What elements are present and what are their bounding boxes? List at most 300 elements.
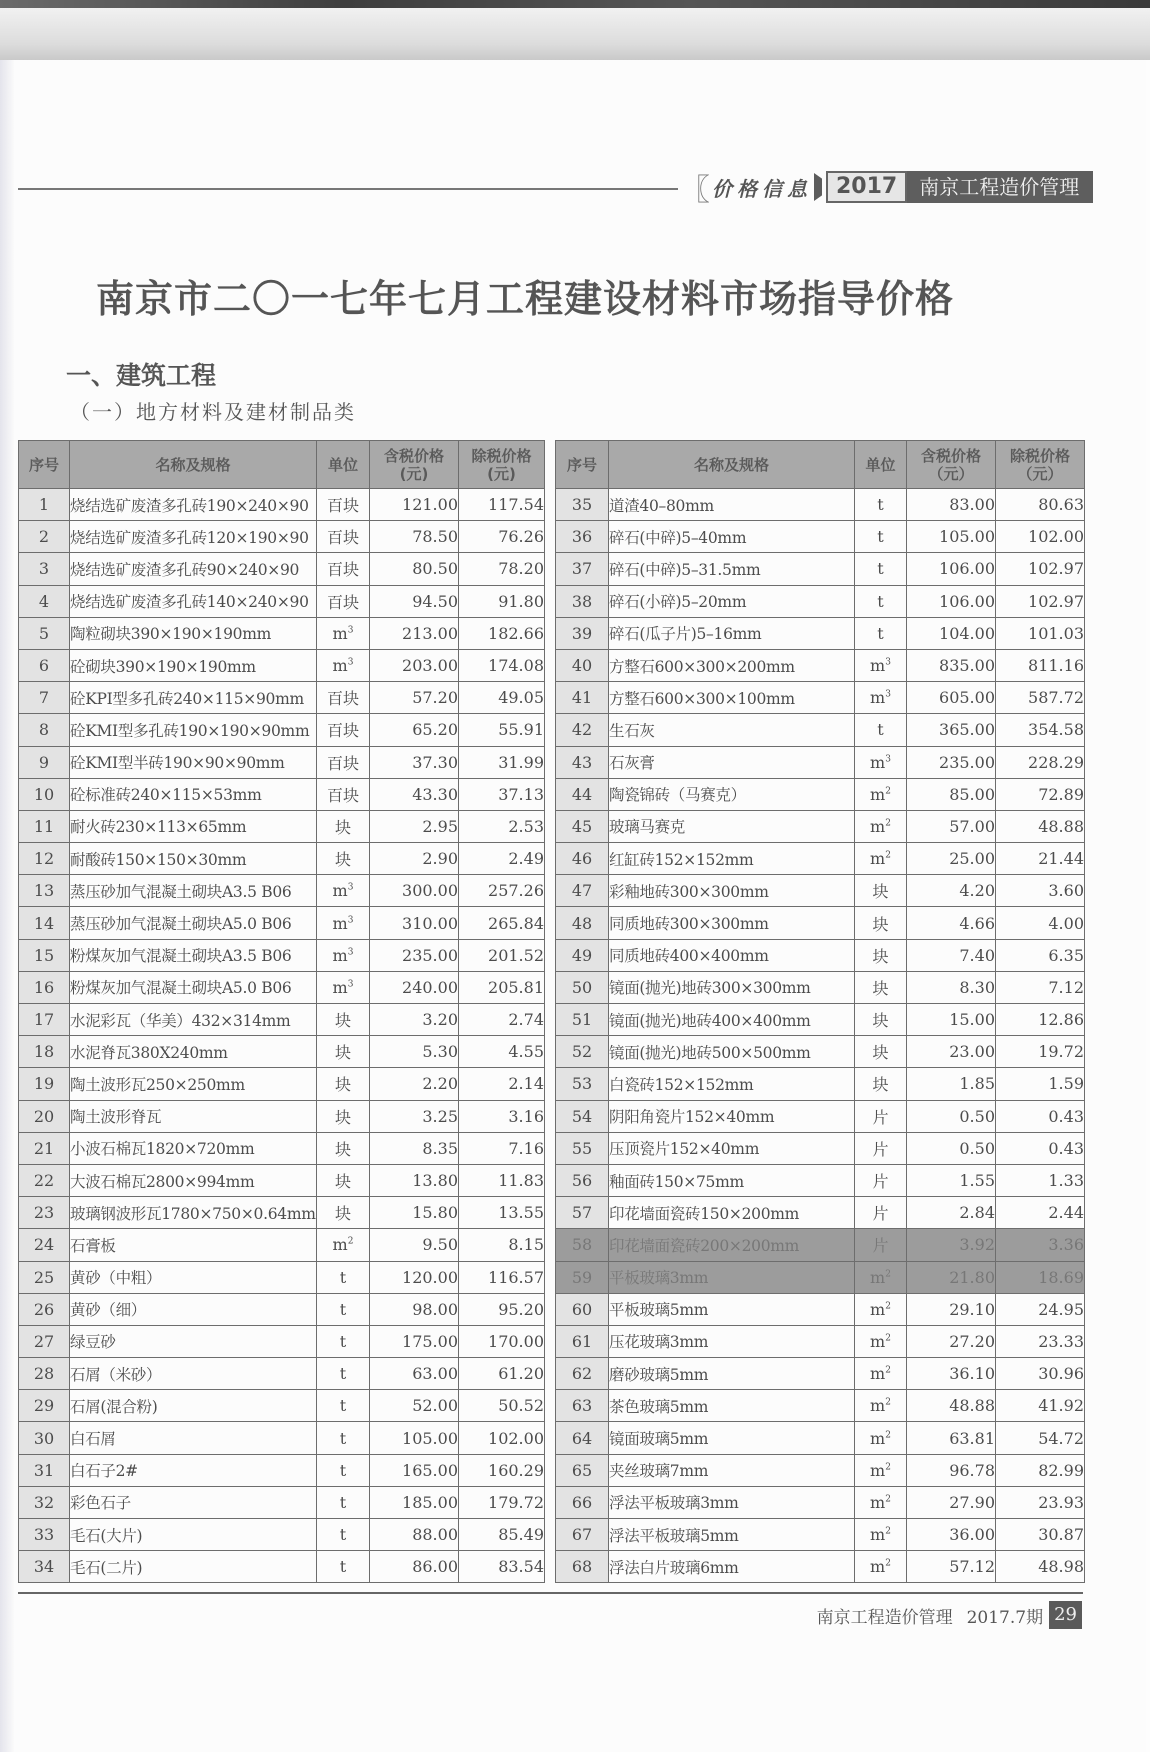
cell-seq: 6 (19, 649, 70, 681)
table-row (19, 489, 545, 521)
cell-unit (317, 682, 370, 714)
unit-text: 块 (334, 1172, 351, 1192)
cell-price-notax: 4.00 (996, 907, 1085, 939)
table-row (556, 1164, 1085, 1196)
cell-price-tax: 605.00 (907, 682, 996, 714)
cell-price-tax: 120.00 (370, 1261, 459, 1293)
cell-unit (855, 1132, 907, 1164)
footer-rule (18, 1592, 1083, 1594)
cell-unit (855, 1100, 907, 1132)
cell-price-tax: 105.00 (370, 1422, 459, 1454)
table-row (19, 778, 545, 810)
cell-price-notax: 2.14 (459, 1068, 545, 1100)
cell-price-tax: 15.80 (370, 1197, 459, 1229)
cell-name: 彩色石子 (70, 1486, 317, 1518)
cell-unit (855, 1551, 907, 1583)
table-row (19, 682, 545, 714)
cell-unit (317, 1454, 370, 1486)
col-header-price-tax: 含税价格 （元） (907, 441, 996, 489)
table-row (556, 810, 1085, 842)
cell-unit (317, 553, 370, 585)
cell-unit (317, 1261, 370, 1293)
cell-name: 白石子2# (70, 1454, 317, 1486)
cell-seq: 15 (19, 939, 70, 971)
cell-price-tax: 52.00 (370, 1390, 459, 1422)
cell-name: 压顶瓷片152×40mm (609, 1132, 855, 1164)
price-table-left (18, 440, 545, 1583)
cell-price-notax: 2.53 (459, 810, 545, 842)
table-row (556, 778, 1085, 810)
cell-price-tax: 3.20 (370, 1004, 459, 1036)
table-row (556, 1486, 1085, 1518)
cell-price-notax: 102.00 (996, 521, 1085, 553)
table-row (556, 1004, 1085, 1036)
unit-exponent: 2 (885, 1269, 891, 1280)
unit-text: m (870, 1557, 886, 1577)
cell-name: 绿豆砂 (70, 1325, 317, 1357)
unit-text: t (339, 1267, 347, 1287)
unit-text: 百块 (326, 753, 359, 773)
section-title: 一、建筑工程 (66, 361, 217, 390)
cell-name: 石屑（米砂） (70, 1358, 317, 1390)
cell-price-notax: 160.29 (459, 1454, 545, 1486)
table-row (556, 617, 1085, 649)
unit-text: 块 (872, 1075, 889, 1095)
cell-unit (317, 1358, 370, 1390)
cell-unit (317, 714, 370, 746)
cell-price-notax: 182.66 (459, 617, 545, 649)
cell-price-tax: 240.00 (370, 971, 459, 1003)
scan-edge-left (0, 60, 14, 1752)
unit-text: m (332, 945, 348, 965)
unit-text: t (339, 1460, 347, 1480)
cell-seq: 56 (556, 1164, 609, 1196)
cell-price-notax: 49.05 (459, 682, 545, 714)
cell-name: 同质地砖300×300mm (609, 907, 855, 939)
table-row (556, 682, 1085, 714)
cell-seq: 40 (556, 649, 609, 681)
table-row (19, 1551, 545, 1583)
unit-text: 块 (872, 978, 889, 998)
cell-name: 砼砌块390×190×190mm (70, 649, 317, 681)
cell-name: 镜面(抛光)地砖400×400mm (609, 1004, 855, 1036)
cell-unit (317, 746, 370, 778)
cell-price-tax: 185.00 (370, 1486, 459, 1518)
table-row (556, 1454, 1085, 1486)
unit-text: m (332, 623, 348, 643)
col-header-seq: 序号 (19, 441, 70, 489)
cell-price-tax: 57.12 (907, 1551, 996, 1583)
cell-seq: 13 (19, 875, 70, 907)
cell-name: 粉煤灰加气混凝土砌块A3.5 B06 (70, 939, 317, 971)
cell-seq: 5 (19, 617, 70, 649)
table-row (19, 810, 545, 842)
cell-name: 碎石(瓜子片)5–16mm (609, 617, 855, 649)
cell-price-notax: 354.58 (996, 714, 1085, 746)
cell-name: 生石灰 (609, 714, 855, 746)
cell-seq: 41 (556, 682, 609, 714)
cell-price-notax: 174.08 (459, 649, 545, 681)
cell-price-notax: 8.15 (459, 1229, 545, 1261)
cell-price-notax: 102.97 (996, 553, 1085, 585)
unit-text: 块 (334, 1139, 351, 1159)
cell-seq: 19 (19, 1068, 70, 1100)
cell-name: 玻璃钢波形瓦1780×750×0.64mm (70, 1197, 317, 1229)
cell-seq: 37 (556, 553, 609, 585)
cell-price-tax: 98.00 (370, 1293, 459, 1325)
cell-unit (855, 971, 907, 1003)
cell-name: 石膏板 (70, 1229, 317, 1261)
cell-name: 压花玻璃3mm (609, 1325, 855, 1357)
cell-name: 印花墙面瓷砖200×200mm (609, 1229, 855, 1261)
unit-text: m (870, 752, 886, 772)
unit-text: m (870, 688, 886, 708)
unit-text: 百块 (326, 560, 359, 580)
cell-seq: 67 (556, 1519, 609, 1551)
cell-price-notax: 102.00 (459, 1422, 545, 1454)
cell-unit (855, 585, 907, 617)
unit-text: 块 (872, 882, 889, 902)
unit-text: m (332, 913, 348, 933)
table-row (19, 971, 545, 1003)
unit-text: t (339, 1299, 347, 1319)
cell-price-notax: 265.84 (459, 907, 545, 939)
cell-unit (317, 907, 370, 939)
cell-name: 夹丝玻璃7mm (609, 1454, 855, 1486)
unit-text: 百块 (326, 592, 359, 612)
cell-price-notax: 116.57 (459, 1261, 545, 1293)
cell-price-notax: 6.35 (996, 939, 1085, 971)
cell-seq: 34 (19, 1551, 70, 1583)
table-row (556, 553, 1085, 585)
cell-name: 烧结选矿废渣多孔砖190×240×90 (70, 489, 317, 521)
cell-price-tax: 175.00 (370, 1325, 459, 1357)
unit-text: m (870, 784, 886, 804)
cell-price-notax: 3.16 (459, 1100, 545, 1132)
table-row (556, 1100, 1085, 1132)
cell-seq: 17 (19, 1004, 70, 1036)
unit-exponent: 3 (347, 625, 354, 636)
table-row (19, 714, 545, 746)
unit-text: t (877, 559, 884, 579)
cell-seq: 65 (556, 1454, 609, 1486)
table-row (19, 1519, 545, 1551)
col-header-name: 名称及规格 (70, 441, 317, 489)
cell-unit (317, 939, 370, 971)
cell-name: 阴阳角瓷片152×40mm (609, 1100, 855, 1132)
cell-price-notax: 0.43 (996, 1100, 1085, 1132)
cell-seq: 47 (556, 875, 609, 907)
unit-text: 块 (334, 1043, 351, 1063)
cell-price-notax: 205.81 (459, 971, 545, 1003)
cell-name: 黄砂（细） (70, 1293, 317, 1325)
cell-unit (317, 971, 370, 1003)
cell-seq: 10 (19, 778, 70, 810)
table-row (19, 1164, 545, 1196)
cell-price-tax: 13.80 (370, 1164, 459, 1196)
cell-unit (317, 489, 370, 521)
cell-price-notax: 811.16 (996, 649, 1085, 681)
cell-price-tax: 36.10 (907, 1358, 996, 1390)
cell-price-notax: 4.55 (459, 1036, 545, 1068)
col-header-price-notax: 除税价格 (元) (459, 441, 545, 489)
cell-price-notax: 101.03 (996, 617, 1085, 649)
cell-seq: 7 (19, 682, 70, 714)
header-year: 2017 (826, 171, 907, 203)
unit-text: t (339, 1525, 347, 1545)
unit-text: m (870, 1331, 886, 1351)
unit-text: t (339, 1492, 347, 1512)
cell-name: 平板玻璃5mm (609, 1293, 855, 1325)
unit-exponent: 2 (885, 1558, 891, 1569)
cell-price-tax: 165.00 (370, 1454, 459, 1486)
cell-name: 砼标准砖240×115×53mm (70, 778, 317, 810)
cell-seq: 3 (19, 553, 70, 585)
cell-price-notax: 117.54 (459, 489, 545, 521)
unit-text: 片 (872, 1204, 889, 1224)
unit-text: 块 (872, 946, 889, 966)
table-row (556, 1390, 1085, 1422)
cell-price-notax: 30.96 (996, 1358, 1085, 1390)
cell-price-notax: 83.54 (459, 1551, 545, 1583)
cell-name: 耐火砖230×113×65mm (70, 810, 317, 842)
unit-text: t (339, 1396, 347, 1416)
cell-seq: 21 (19, 1132, 70, 1164)
page-footer (817, 1601, 1082, 1629)
cell-name: 烧结选矿废渣多孔砖140×240×90 (70, 585, 317, 617)
table-row (556, 714, 1085, 746)
cell-seq: 18 (19, 1036, 70, 1068)
cell-name: 烧结选矿废渣多孔砖120×190×90 (70, 521, 317, 553)
cell-price-notax: 24.95 (996, 1293, 1085, 1325)
cell-price-notax: 1.33 (996, 1164, 1085, 1196)
cell-price-notax: 21.44 (996, 843, 1085, 875)
cell-price-tax: 0.50 (907, 1100, 996, 1132)
cell-seq: 4 (19, 585, 70, 617)
cell-price-notax: 85.49 (459, 1519, 545, 1551)
cell-seq: 64 (556, 1422, 609, 1454)
table-row (556, 649, 1085, 681)
unit-exponent: 2 (885, 1301, 891, 1312)
column-tag: 价格信息 (712, 176, 812, 201)
cell-name: 毛石(大片) (70, 1519, 317, 1551)
cell-price-tax: 235.00 (370, 939, 459, 971)
cell-price-tax: 25.00 (907, 843, 996, 875)
cell-name: 玻璃马赛克 (609, 810, 855, 842)
cell-unit (317, 1519, 370, 1551)
cell-name: 大波石棉瓦2800×994mm (70, 1164, 317, 1196)
unit-text: t (339, 1557, 347, 1577)
cell-unit (317, 1390, 370, 1422)
cell-price-notax: 2.74 (459, 1004, 545, 1036)
subsection-title: （一）地方材料及建材制品类 (70, 400, 356, 424)
cell-seq: 26 (19, 1293, 70, 1325)
cell-seq: 1 (19, 489, 70, 521)
table-row (556, 585, 1085, 617)
table-row (19, 1068, 545, 1100)
cell-price-tax: 213.00 (370, 617, 459, 649)
col-header-price-tax: 含税价格 (元) (370, 441, 459, 489)
cell-name: 毛石(二片) (70, 1551, 317, 1583)
cell-seq: 58 (556, 1229, 609, 1261)
cell-unit (855, 1325, 907, 1357)
cell-price-notax: 3.60 (996, 875, 1085, 907)
cell-unit (855, 1004, 907, 1036)
cell-name: 浮法平板玻璃5mm (609, 1519, 855, 1551)
price-table-right (555, 440, 1085, 1583)
col-header-seq: 序号 (556, 441, 609, 489)
table-row (19, 521, 545, 553)
unit-exponent: 3 (347, 883, 354, 894)
cell-unit (317, 1132, 370, 1164)
cell-name: 砼KPI型多孔砖240×115×90mm (70, 682, 317, 714)
unit-text: m (870, 1492, 886, 1512)
table-row (556, 1358, 1085, 1390)
cell-seq: 38 (556, 585, 609, 617)
cell-price-tax: 106.00 (907, 553, 996, 585)
cell-name: 彩釉地砖300×300mm (609, 875, 855, 907)
unit-exponent: 3 (347, 947, 354, 958)
cell-price-notax: 95.20 (459, 1293, 545, 1325)
unit-text: 百块 (326, 721, 359, 741)
unit-text: 百块 (326, 496, 359, 516)
cell-price-notax: 41.92 (996, 1390, 1085, 1422)
table-row (19, 1486, 545, 1518)
cell-name: 陶粒砌块390×190×190mm (70, 617, 317, 649)
table-row (556, 1325, 1085, 1357)
table-row (556, 1132, 1085, 1164)
cell-price-notax: 2.49 (459, 843, 545, 875)
cell-price-notax: 50.52 (459, 1390, 545, 1422)
cell-seq: 9 (19, 746, 70, 778)
table-row (556, 1197, 1085, 1229)
cell-name: 砼KMI型多孔砖190×190×90mm (70, 714, 317, 746)
cell-price-notax: 23.93 (996, 1486, 1085, 1518)
cell-seq: 11 (19, 810, 70, 842)
cell-price-tax: 37.30 (370, 746, 459, 778)
cell-price-notax: 91.80 (459, 585, 545, 617)
cell-price-notax: 19.72 (996, 1036, 1085, 1068)
cell-name: 磨砂玻璃5mm (609, 1358, 855, 1390)
cell-name: 方整石600×300×200mm (609, 649, 855, 681)
cell-seq: 45 (556, 810, 609, 842)
cell-seq: 44 (556, 778, 609, 810)
unit-exponent: 3 (885, 657, 891, 668)
table-row (19, 746, 545, 778)
cell-price-tax: 300.00 (370, 875, 459, 907)
cell-price-notax: 48.88 (996, 810, 1085, 842)
running-header (680, 171, 1093, 208)
cell-price-tax: 2.90 (370, 843, 459, 875)
cell-price-notax: 48.98 (996, 1551, 1085, 1583)
cell-unit (855, 810, 907, 842)
cell-unit (855, 1390, 907, 1422)
unit-exponent: 2 (885, 818, 891, 829)
cell-seq: 27 (19, 1325, 70, 1357)
cell-name: 红缸砖152×152mm (609, 843, 855, 875)
cell-price-tax: 203.00 (370, 649, 459, 681)
cell-price-tax: 29.10 (907, 1293, 996, 1325)
cell-price-tax: 2.84 (907, 1197, 996, 1229)
unit-text: 片 (872, 1107, 889, 1127)
unit-text: t (877, 720, 884, 740)
cell-price-tax: 63.00 (370, 1358, 459, 1390)
cell-name: 同质地砖400×400mm (609, 939, 855, 971)
cell-name: 水泥脊瓦380X240mm (70, 1036, 317, 1068)
unit-text: 片 (872, 1236, 889, 1256)
table-row (556, 971, 1085, 1003)
table-row (19, 1422, 545, 1454)
cell-seq: 22 (19, 1164, 70, 1196)
cell-price-tax: 121.00 (370, 489, 459, 521)
unit-text: 块 (872, 1011, 889, 1031)
cell-seq: 53 (556, 1068, 609, 1100)
cell-name: 砼KMI型半砖190×90×90mm (70, 746, 317, 778)
unit-exponent: 2 (885, 786, 891, 797)
cell-name: 印花墙面瓷砖150×200mm (609, 1197, 855, 1229)
unit-exponent: 3 (885, 689, 891, 700)
cell-unit (855, 907, 907, 939)
unit-text: 百块 (326, 528, 359, 548)
table-row (19, 553, 545, 585)
cell-unit (855, 939, 907, 971)
cell-unit (855, 617, 907, 649)
cell-name: 镜面(抛光)地砖500×500mm (609, 1036, 855, 1068)
cell-price-tax: 1.55 (907, 1164, 996, 1196)
col-header-unit: 单位 (855, 441, 907, 489)
cell-unit (317, 1100, 370, 1132)
cell-name: 白瓷砖152×152mm (609, 1068, 855, 1100)
cell-price-tax: 43.30 (370, 778, 459, 810)
table-row (19, 1036, 545, 1068)
cell-unit (317, 1036, 370, 1068)
cell-unit (317, 1422, 370, 1454)
cell-name: 蒸压砂加气混凝土砌块A3.5 B06 (70, 875, 317, 907)
cell-price-tax: 27.20 (907, 1325, 996, 1357)
table-row (19, 585, 545, 617)
unit-text: m (870, 1460, 886, 1480)
cell-price-notax: 78.20 (459, 553, 545, 585)
unit-exponent: 3 (885, 754, 891, 765)
table-row (556, 1422, 1085, 1454)
cell-unit (317, 843, 370, 875)
cell-price-tax: 8.35 (370, 1132, 459, 1164)
unit-text: m (870, 656, 886, 676)
table-row (19, 1229, 545, 1261)
cell-unit (855, 1422, 907, 1454)
table-row (19, 1358, 545, 1390)
unit-text: m (870, 1299, 886, 1319)
cell-seq: 39 (556, 617, 609, 649)
cell-name: 碎石(中碎)5–31.5mm (609, 553, 855, 585)
cell-unit (855, 1358, 907, 1390)
unit-text: m (870, 1428, 886, 1448)
cell-seq: 20 (19, 1100, 70, 1132)
page-number: 29 (1049, 1601, 1082, 1629)
cell-unit (855, 1036, 907, 1068)
cell-price-tax: 1.85 (907, 1068, 996, 1100)
cell-seq: 14 (19, 907, 70, 939)
unit-text: 块 (334, 1011, 351, 1031)
cell-unit (855, 1068, 907, 1100)
table-row (556, 1036, 1085, 1068)
table-row (19, 1132, 545, 1164)
cell-unit (855, 1293, 907, 1325)
cell-seq: 57 (556, 1197, 609, 1229)
cell-seq: 43 (556, 746, 609, 778)
unit-exponent: 2 (885, 1398, 891, 1409)
cell-name: 平板玻璃3mm (609, 1261, 855, 1293)
